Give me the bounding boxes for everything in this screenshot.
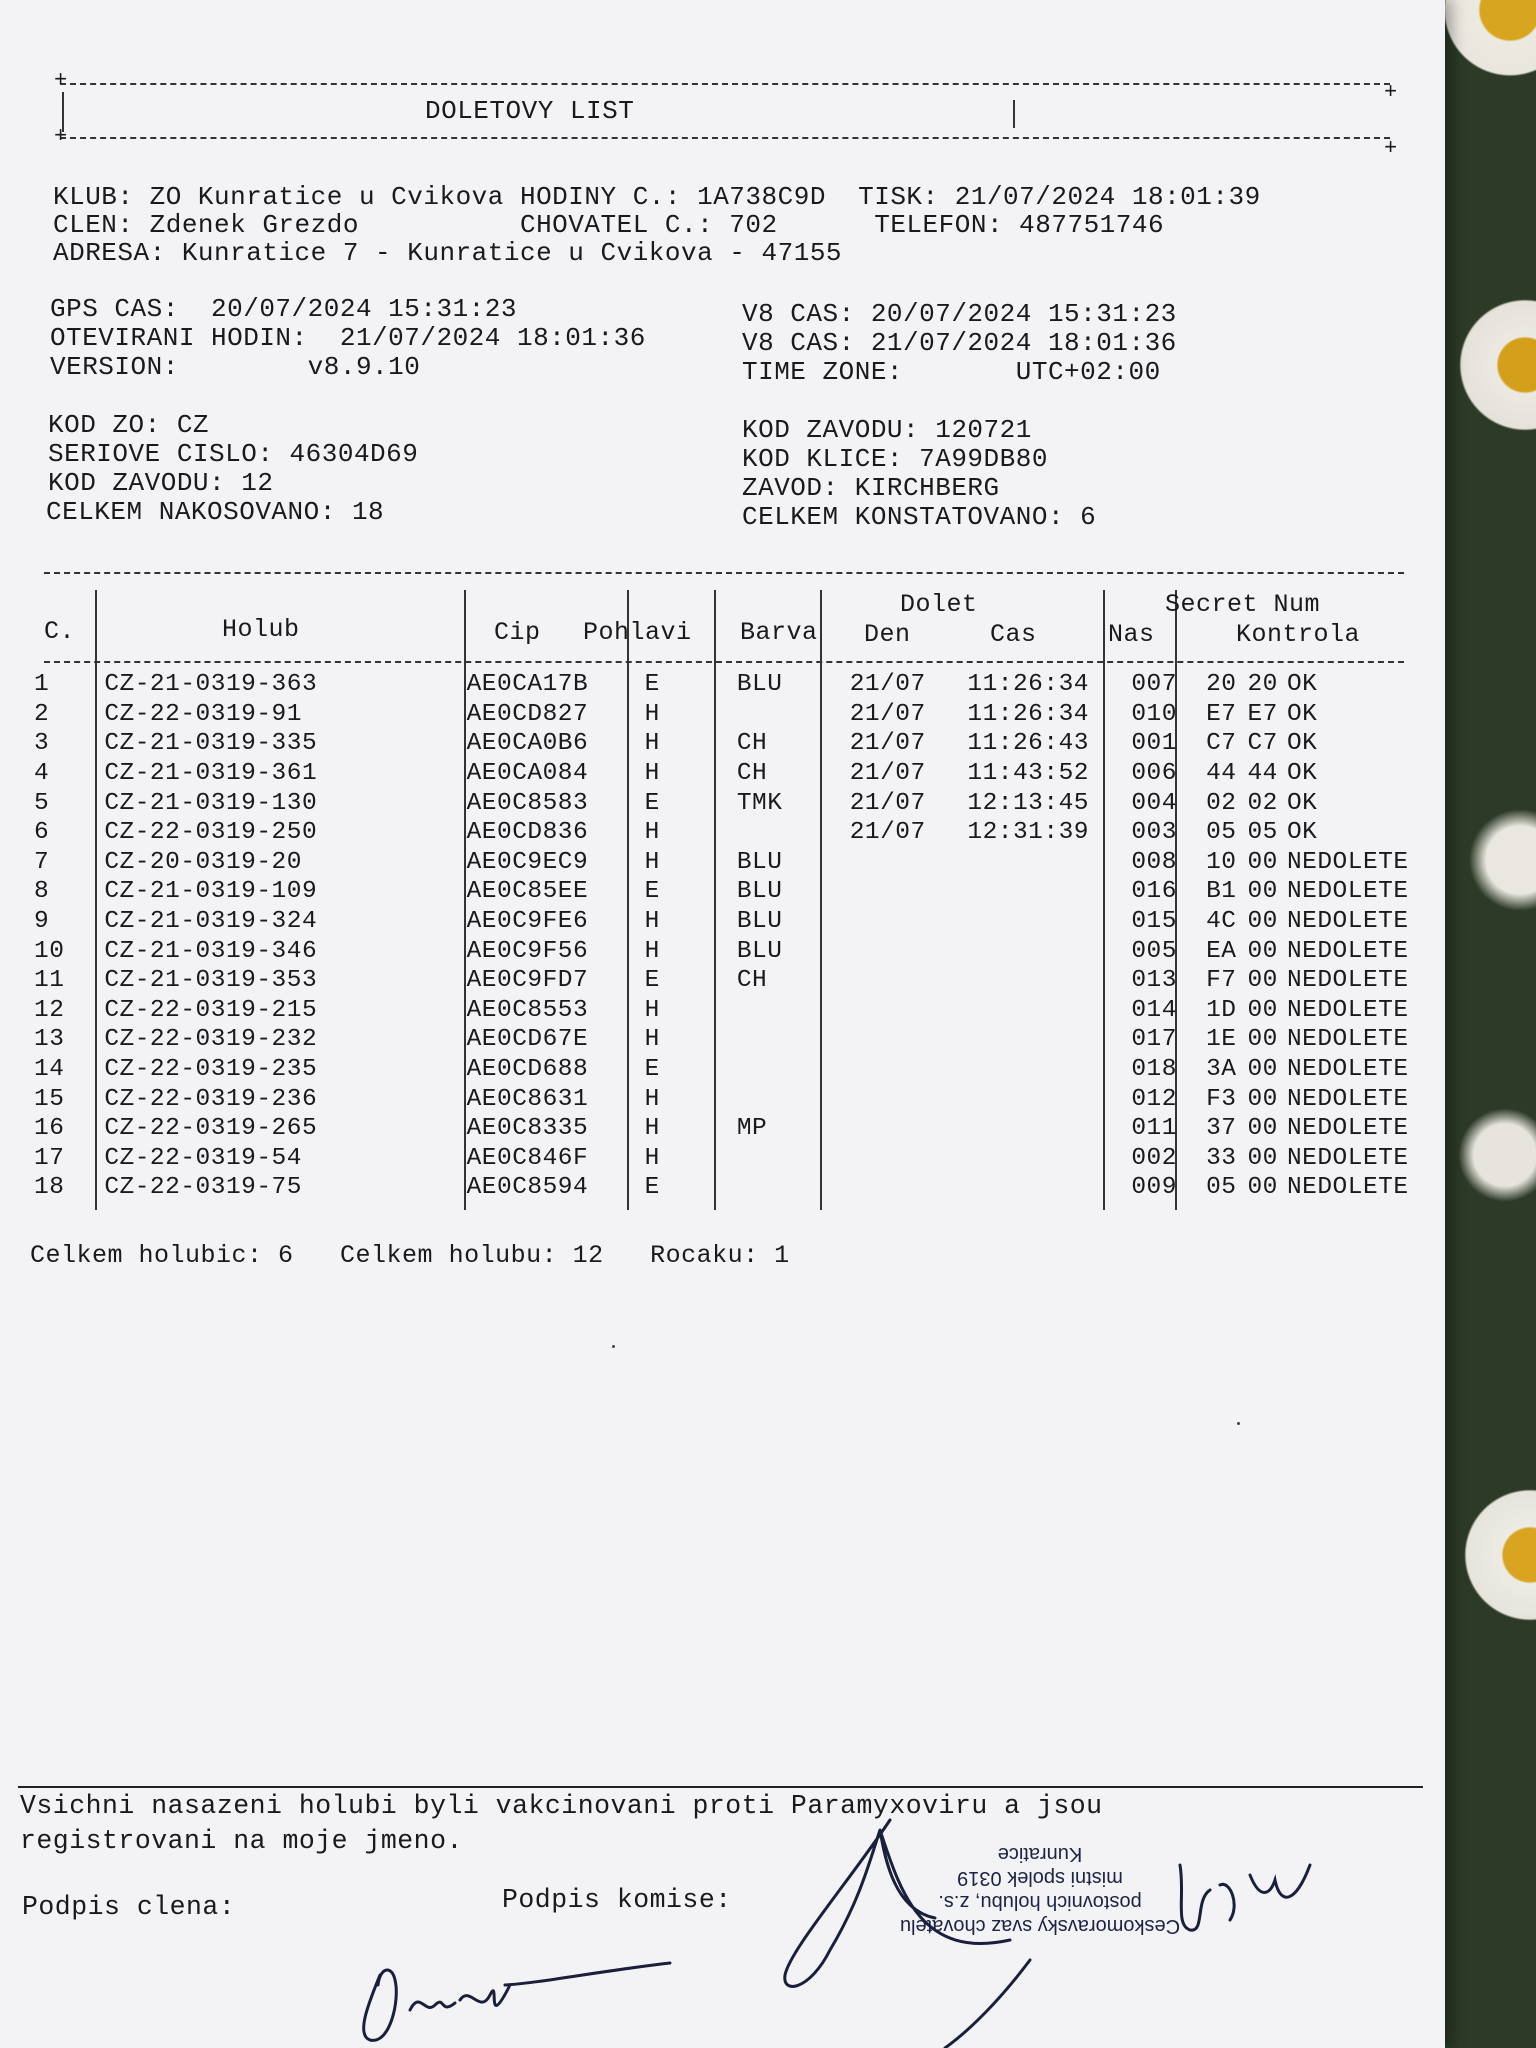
- chip-id-cell: AE0C9F56: [466, 937, 589, 965]
- row-number-cell: 17: [34, 1144, 65, 1172]
- arrival-date-cell: [840, 1055, 968, 1085]
- chip-id-cell: AE0CD827: [466, 700, 589, 728]
- col-header-cas: Cas: [990, 620, 1037, 649]
- arrival-date-cell: [840, 848, 968, 878]
- sex-cell: H: [644, 730, 660, 758]
- kontrola-cell: OK: [1286, 671, 1318, 699]
- sex-cell: E: [644, 967, 660, 995]
- table-header-bottom-border: [44, 661, 1404, 663]
- arrival-date-cell: [840, 996, 968, 1026]
- arrival-date-cell: [840, 1025, 968, 1055]
- secret-check-cell: 44: [1247, 760, 1278, 788]
- arrival-date-cell: [840, 1173, 968, 1203]
- color-cell: CH: [736, 967, 768, 995]
- arrival-date-cell: [840, 1114, 968, 1144]
- arrival-date-cell: 21/07: [849, 760, 926, 788]
- color-cell: BLU: [736, 848, 783, 876]
- sex-cell: H: [644, 760, 660, 788]
- col-header-c: C.: [44, 617, 76, 646]
- background-flower: [1460, 800, 1536, 920]
- secret-check-cell: E7: [1247, 700, 1278, 728]
- row-number-cell: 10: [34, 937, 65, 965]
- table-header-top-border: [44, 572, 1404, 574]
- kod-zavodu-left: KOD ZAVODU: 12: [48, 468, 274, 498]
- secret-num-cell: F7: [1206, 967, 1237, 995]
- secret-num-cell: 05: [1206, 1174, 1237, 1202]
- table-row: [34, 670, 1445, 700]
- arrival-date-cell: 21/07: [849, 819, 926, 847]
- arrival-time-cell: 11:26:34: [967, 700, 1089, 728]
- time-zone: TIME ZONE: UTC+02:00: [742, 357, 1161, 387]
- stamp-signature: [1160, 1845, 1330, 1955]
- v8-cas-1: V8 CAS: 20/07/2024 15:31:23: [742, 299, 1177, 329]
- kontrola-cell: NEDOLETE: [1286, 1115, 1409, 1143]
- row-number-cell: 12: [34, 996, 65, 1024]
- secret-check-cell: 00: [1247, 1085, 1278, 1113]
- secret-check-cell: 00: [1247, 1026, 1278, 1054]
- arrival-date-cell: [840, 936, 968, 966]
- statement-line1: Vsichni nasazeni holubi byli vakcinovani proti Paramyxoviru a jsou: [20, 1791, 1103, 1821]
- kontrola-cell: NEDOLETE: [1286, 1026, 1409, 1054]
- nas-cell: 014: [1131, 996, 1177, 1024]
- secret-check-cell: 00: [1247, 1144, 1278, 1172]
- secret-num-cell: 1D: [1206, 996, 1237, 1024]
- sex-cell: H: [644, 1144, 660, 1172]
- kod-zo: KOD ZO: CZ: [48, 410, 210, 440]
- color-cell: BLU: [736, 937, 783, 965]
- arrival-time-cell: [967, 1025, 1125, 1055]
- row-number-cell: 13: [34, 1026, 65, 1054]
- arrival-time-cell: 12:31:39: [967, 819, 1089, 847]
- col-header-barva: Barva: [740, 618, 818, 647]
- nas-cell: 011: [1131, 1115, 1177, 1143]
- pigeon-ring-cell: CZ-22-0319-236: [104, 1085, 318, 1113]
- color-cell: [727, 1144, 840, 1174]
- corner-plus: +: [1384, 80, 1398, 105]
- kontrola-cell: OK: [1286, 730, 1318, 758]
- secret-num-cell: 10: [1206, 848, 1237, 876]
- row-number-cell: 9: [34, 908, 50, 936]
- sex-cell: H: [644, 848, 660, 876]
- pigeon-ring-cell: CZ-21-0319-353: [104, 967, 318, 995]
- arrival-time-cell: [967, 966, 1125, 996]
- sex-cell: E: [644, 878, 660, 906]
- secret-num-cell: EA: [1206, 937, 1237, 965]
- kontrola-cell: NEDOLETE: [1286, 967, 1409, 995]
- arrival-time-cell: 12:13:45: [967, 789, 1089, 817]
- kontrola-cell: NEDOLETE: [1286, 878, 1409, 906]
- table-row: [34, 1144, 1445, 1174]
- col-header-pohlavi: Pohlavi: [583, 618, 692, 647]
- nas-cell: 012: [1131, 1085, 1177, 1113]
- table-row: [34, 759, 1445, 789]
- nas-cell: 010: [1131, 700, 1177, 728]
- row-number-cell: 15: [34, 1085, 65, 1113]
- arrival-date-cell: [840, 1144, 968, 1174]
- secret-check-cell: 00: [1247, 1174, 1278, 1202]
- col-header-holub: Holub: [222, 615, 300, 644]
- adresa-line: ADRESA: Kunratice 7 - Kunratice u Cvikova - 47155: [53, 238, 843, 268]
- podpis-clena-label: Podpis clena:: [22, 1892, 236, 1922]
- table-row: [34, 1173, 1445, 1203]
- stamp-line: Ceskomoravsky svaz chovatelu: [899, 1915, 1181, 1937]
- arrival-time-cell: [967, 996, 1125, 1026]
- kontrola-cell: OK: [1286, 789, 1318, 817]
- header-top-border: [60, 83, 1390, 85]
- col-header-kontrola: Kontrola: [1236, 620, 1361, 649]
- celkem-nakosovano: CELKEM NAKOSOVANO: 18: [46, 497, 385, 527]
- secret-check-cell: 00: [1247, 878, 1278, 906]
- secret-num-cell: 33: [1206, 1144, 1237, 1172]
- secret-check-cell: 00: [1247, 937, 1278, 965]
- table-row: [34, 788, 1445, 818]
- secret-check-cell: 00: [1247, 996, 1278, 1024]
- chip-id-cell: AE0C8594: [466, 1174, 589, 1202]
- kontrola-cell: NEDOLETE: [1286, 1144, 1409, 1172]
- arrival-time-cell: [967, 1084, 1125, 1114]
- chip-id-cell: AE0CD67E: [466, 1026, 589, 1054]
- pigeon-ring-cell: CZ-21-0319-346: [104, 937, 318, 965]
- chip-id-cell: AE0C8631: [466, 1085, 589, 1113]
- arrival-date-cell: 21/07: [849, 730, 926, 758]
- color-cell: [727, 1084, 840, 1114]
- stamp-line: Kunratice: [997, 1843, 1083, 1865]
- secret-num-cell: F3: [1206, 1085, 1237, 1113]
- col-header-dolet: Dolet: [900, 590, 978, 619]
- sex-cell: E: [644, 671, 660, 699]
- sex-cell: H: [644, 937, 660, 965]
- nas-cell: 015: [1131, 908, 1177, 936]
- row-number-cell: 14: [34, 1056, 65, 1084]
- arrival-date-cell: [840, 1084, 968, 1114]
- secret-check-cell: 05: [1247, 819, 1278, 847]
- chip-id-cell: AE0C8583: [466, 789, 589, 817]
- secret-num-cell: 3A: [1206, 1056, 1237, 1084]
- zavod: ZAVOD: KIRCHBERG: [742, 473, 1000, 503]
- sex-cell: H: [644, 1085, 660, 1113]
- sex-cell: H: [644, 908, 660, 936]
- kontrola-cell: NEDOLETE: [1286, 1174, 1409, 1202]
- chip-id-cell: AE0C846F: [466, 1144, 589, 1172]
- arrival-date-cell: [840, 907, 968, 937]
- chip-id-cell: AE0C9EC9: [466, 848, 589, 876]
- clen-line: CLEN: Zdenek Grezdo CHOVATEL C.: 702 TELEFON: 487751746: [53, 210, 1165, 240]
- totals-line: Celkem holubic: 6 Celkem holubu: 12 Rocaku: 1: [30, 1241, 790, 1270]
- secret-num-cell: 20: [1206, 671, 1237, 699]
- v8-cas-2: V8 CAS: 21/07/2024 18:01:36: [742, 328, 1177, 358]
- nas-cell: 016: [1131, 878, 1177, 906]
- table-row: [34, 1025, 1445, 1055]
- table-row: [34, 936, 1445, 966]
- row-number-cell: 5: [34, 789, 50, 817]
- secret-num-cell: E7: [1206, 700, 1237, 728]
- pigeon-ring-cell: CZ-22-0319-250: [104, 819, 318, 847]
- color-cell: [727, 700, 840, 730]
- table-row: [34, 1084, 1445, 1114]
- nas-cell: 006: [1131, 760, 1177, 788]
- arrival-time-cell: [967, 936, 1125, 966]
- table-row: [34, 818, 1445, 848]
- arrival-time-cell: [967, 877, 1125, 907]
- secret-num-cell: 37: [1206, 1115, 1237, 1143]
- kontrola-cell: OK: [1286, 760, 1318, 788]
- header-mid-border: [1013, 100, 1015, 128]
- pigeon-table: [34, 670, 1445, 1203]
- chip-id-cell: AE0CA0B6: [466, 730, 589, 758]
- secret-num-cell: 4C: [1206, 908, 1237, 936]
- kontrola-cell: NEDOLETE: [1286, 848, 1409, 876]
- secret-check-cell: 00: [1247, 848, 1278, 876]
- pigeon-ring-cell: CZ-21-0319-363: [104, 671, 318, 699]
- nas-cell: 008: [1131, 848, 1177, 876]
- podpis-komise-label: Podpis komise:: [502, 1885, 732, 1915]
- kod-zavodu-right: KOD ZAVODU: 120721: [742, 415, 1032, 445]
- celkem-konstatovano: CELKEM KONSTATOVANO: 6: [742, 502, 1097, 532]
- sex-cell: H: [644, 996, 660, 1024]
- color-cell: [727, 818, 840, 848]
- nas-cell: 018: [1131, 1056, 1177, 1084]
- table-row: [34, 877, 1445, 907]
- kontrola-cell: NEDOLETE: [1286, 1085, 1409, 1113]
- stamp-line: mistni spolek 0319: [957, 1867, 1123, 1889]
- corner-plus: +: [54, 124, 68, 149]
- nas-cell: 002: [1131, 1144, 1177, 1172]
- row-number-cell: 6: [34, 819, 50, 847]
- pigeon-ring-cell: CZ-21-0319-109: [104, 878, 318, 906]
- pigeon-ring-cell: CZ-20-0319-20: [104, 848, 302, 876]
- table-row: [34, 1055, 1445, 1085]
- arrival-time-cell: [967, 1114, 1125, 1144]
- secret-check-cell: 00: [1247, 1056, 1278, 1084]
- corner-plus: +: [54, 68, 68, 93]
- table-row: [34, 848, 1445, 878]
- secret-check-cell: 00: [1247, 908, 1278, 936]
- stamp-line: postovnich holubu, z.s.: [938, 1891, 1142, 1913]
- row-number-cell: 4: [34, 760, 50, 788]
- color-cell: [727, 1173, 840, 1203]
- row-number-cell: 1: [34, 671, 50, 699]
- sex-cell: H: [644, 1115, 660, 1143]
- color-cell: MP: [736, 1115, 768, 1143]
- secret-num-cell: 1E: [1206, 1026, 1237, 1054]
- secret-check-cell: C7: [1247, 730, 1278, 758]
- row-number-cell: 2: [34, 700, 50, 728]
- col-header-secret-num: Secret Num: [1165, 590, 1321, 619]
- pigeon-ring-cell: CZ-22-0319-75: [104, 1174, 302, 1202]
- col-header-nas: Nas: [1108, 620, 1155, 649]
- row-number-cell: 16: [34, 1115, 65, 1143]
- pigeon-ring-cell: CZ-22-0319-235: [104, 1056, 318, 1084]
- kontrola-cell: OK: [1286, 819, 1318, 847]
- table-row: [34, 907, 1445, 937]
- chip-id-cell: AE0C85EE: [466, 878, 589, 906]
- secret-num-cell: C7: [1206, 730, 1237, 758]
- nas-cell: 009: [1131, 1174, 1177, 1202]
- kontrola-cell: NEDOLETE: [1286, 908, 1409, 936]
- chip-id-cell: AE0CA17B: [466, 671, 589, 699]
- seriove-cislo: SERIOVE CISLO: 46304D69: [48, 439, 419, 469]
- background-flower: [1455, 1480, 1536, 1630]
- arrival-time-cell: [967, 907, 1125, 937]
- gps-cas: GPS CAS: 20/07/2024 15:31:23: [50, 294, 517, 324]
- arrival-time-cell: 11:26:34: [967, 671, 1089, 699]
- member-signature: [340, 1905, 680, 2045]
- sex-cell: E: [644, 1056, 660, 1084]
- background-flower: [1440, 0, 1536, 80]
- color-cell: CH: [736, 730, 768, 758]
- kod-klice: KOD KLICE: 7A99DB80: [742, 444, 1048, 474]
- otevirani-hodin: OTEVIRANI HODIN: 21/07/2024 18:01:36: [50, 323, 646, 353]
- nas-cell: 004: [1131, 789, 1177, 817]
- arrival-time-cell: [967, 1144, 1125, 1174]
- footer-rule: [18, 1786, 1423, 1788]
- sex-cell: E: [644, 1174, 660, 1202]
- nas-cell: 013: [1131, 967, 1177, 995]
- chip-id-cell: AE0CD836: [466, 819, 589, 847]
- color-cell: [727, 1025, 840, 1055]
- nas-cell: 005: [1131, 937, 1177, 965]
- table-row: [34, 700, 1445, 730]
- nas-cell: 017: [1131, 1026, 1177, 1054]
- statement-line2: registrovani na moje jmeno.: [20, 1826, 463, 1856]
- arrival-date-cell: 21/07: [849, 789, 926, 817]
- arrival-date-cell: 21/07: [849, 671, 926, 699]
- color-cell: [727, 1055, 840, 1085]
- secret-num-cell: B1: [1206, 878, 1237, 906]
- arrival-time-cell: 11:43:52: [967, 760, 1089, 788]
- kontrola-cell: NEDOLETE: [1286, 1056, 1409, 1084]
- col-header-den: Den: [864, 620, 911, 649]
- secret-check-cell: 20: [1247, 671, 1278, 699]
- club-stamp: [890, 1842, 1190, 1938]
- arrival-time-cell: [967, 848, 1125, 878]
- kontrola-cell: NEDOLETE: [1286, 996, 1409, 1024]
- table-row: [34, 966, 1445, 996]
- col-header-cip: Cip: [494, 618, 541, 647]
- version: VERSION: v8.9.10: [50, 352, 421, 382]
- background-flower: [1450, 1100, 1536, 1210]
- background-flower: [1450, 290, 1536, 440]
- secret-num-cell: 05: [1206, 819, 1237, 847]
- pigeon-ring-cell: CZ-22-0319-215: [104, 996, 318, 1024]
- nas-cell: 001: [1131, 730, 1177, 758]
- color-cell: CH: [736, 760, 768, 788]
- pigeon-ring-cell: CZ-22-0319-232: [104, 1026, 318, 1054]
- sex-cell: H: [644, 819, 660, 847]
- pigeon-ring-cell: CZ-21-0319-324: [104, 908, 318, 936]
- paper-speck: [612, 1345, 615, 1348]
- chip-id-cell: AE0C8335: [466, 1115, 589, 1143]
- kontrola-cell: OK: [1286, 700, 1318, 728]
- chip-id-cell: AE0C9FE6: [466, 908, 589, 936]
- row-number-cell: 11: [34, 967, 65, 995]
- row-number-cell: 8: [34, 878, 50, 906]
- header-bottom-border: [60, 137, 1390, 139]
- sex-cell: H: [644, 700, 660, 728]
- pigeon-ring-cell: CZ-21-0319-361: [104, 760, 318, 788]
- nas-cell: 007: [1131, 671, 1177, 699]
- color-cell: BLU: [736, 671, 783, 699]
- color-cell: BLU: [736, 908, 783, 936]
- table-row: [34, 996, 1445, 1026]
- arrival-date-cell: 21/07: [849, 700, 926, 728]
- arrival-time-cell: [967, 1055, 1125, 1085]
- color-cell: [727, 996, 840, 1026]
- row-number-cell: 7: [34, 848, 50, 876]
- kontrola-cell: NEDOLETE: [1286, 937, 1409, 965]
- secret-check-cell: 00: [1247, 1115, 1278, 1143]
- arrival-date-cell: [840, 966, 968, 996]
- table-row: [34, 729, 1445, 759]
- arrival-date-cell: [840, 877, 968, 907]
- chip-id-cell: AE0C8553: [466, 996, 589, 1024]
- document-title: DOLETOVY LIST: [425, 96, 635, 126]
- pigeon-ring-cell: CZ-22-0319-54: [104, 1144, 302, 1172]
- arrival-time-cell: [967, 1173, 1125, 1203]
- secret-num-cell: 02: [1206, 789, 1237, 817]
- color-cell: BLU: [736, 878, 783, 906]
- pigeon-ring-cell: CZ-21-0319-335: [104, 730, 318, 758]
- pigeon-ring-cell: CZ-22-0319-91: [104, 700, 302, 728]
- chip-id-cell: AE0CA084: [466, 760, 589, 788]
- row-number-cell: 18: [34, 1174, 65, 1202]
- paper-speck: [1237, 1422, 1240, 1425]
- klub-line: KLUB: ZO Kunratice u Cvikova HODINY C.: 1A738C9D TISK: 21/07/2024 18:01:39: [53, 182, 1261, 212]
- table-row: [34, 1114, 1445, 1144]
- color-cell: TMK: [736, 789, 783, 817]
- sex-cell: E: [644, 789, 660, 817]
- arrival-time-cell: 11:26:43: [967, 730, 1089, 758]
- row-number-cell: 3: [34, 730, 50, 758]
- chip-id-cell: AE0C9FD7: [466, 967, 589, 995]
- secret-check-cell: 02: [1247, 789, 1278, 817]
- corner-plus: +: [1384, 136, 1398, 161]
- chip-id-cell: AE0CD688: [466, 1056, 589, 1084]
- pigeon-ring-cell: CZ-21-0319-130: [104, 789, 318, 817]
- secret-num-cell: 44: [1206, 760, 1237, 788]
- secret-check-cell: 00: [1247, 967, 1278, 995]
- pigeon-ring-cell: CZ-22-0319-265: [104, 1115, 318, 1143]
- nas-cell: 003: [1131, 819, 1177, 847]
- sex-cell: H: [644, 1026, 660, 1054]
